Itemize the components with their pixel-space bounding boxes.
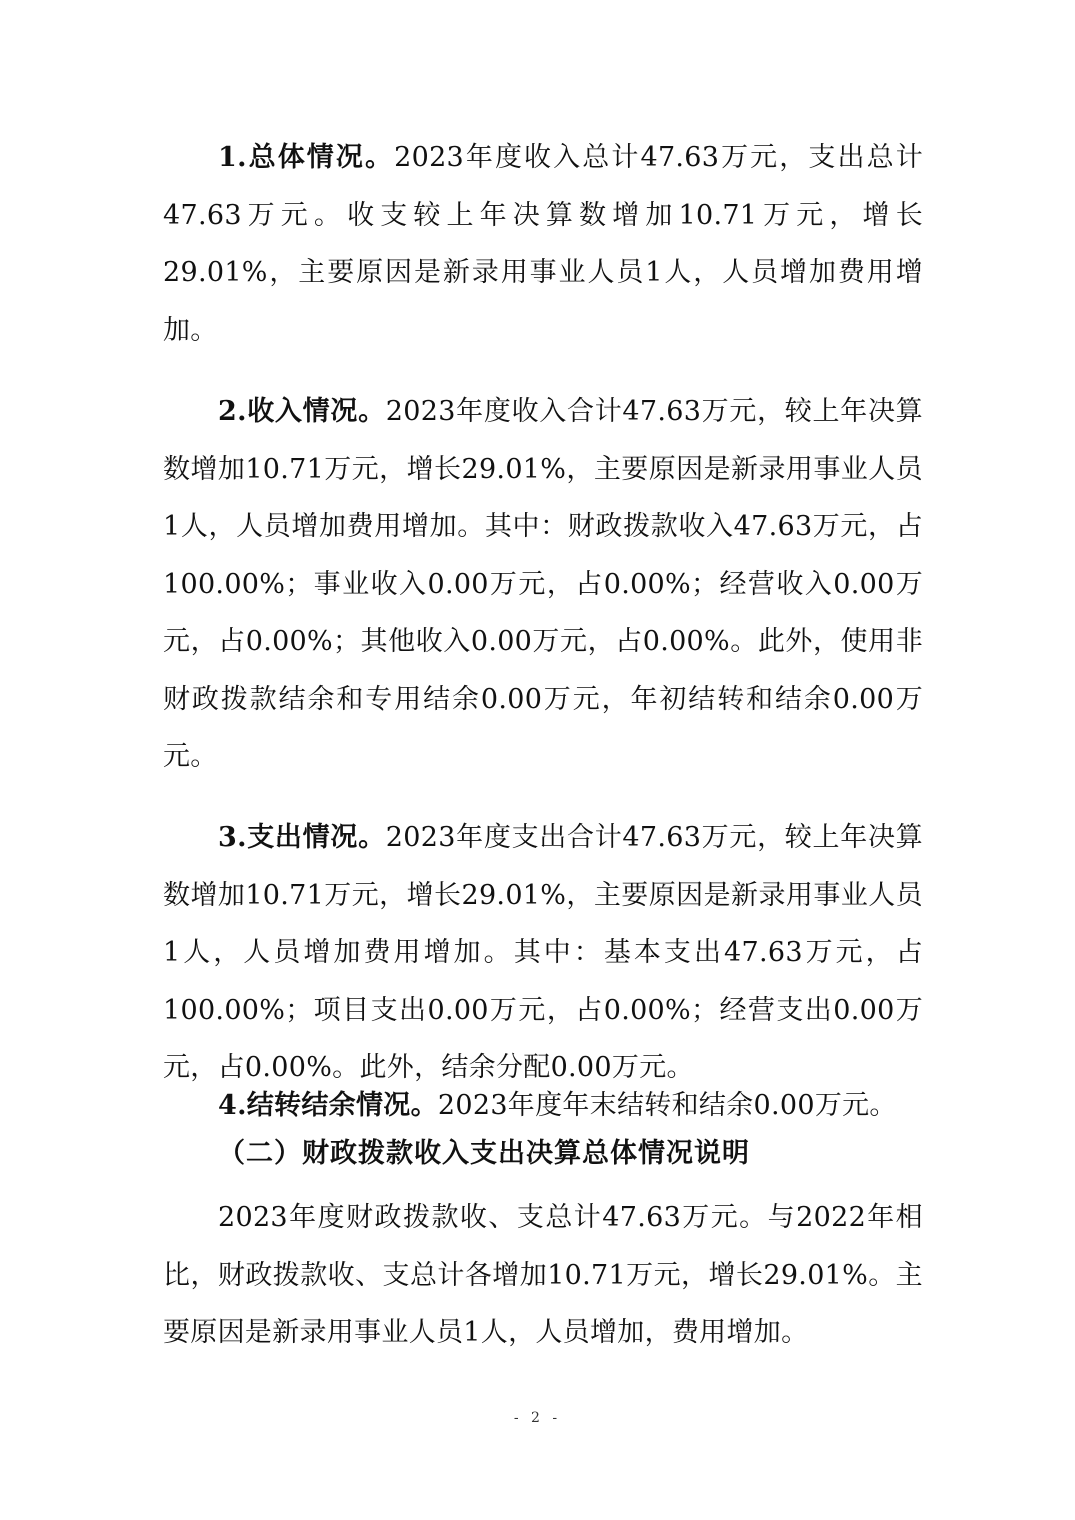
paragraph-heading: 2.收入情况。 — [218, 396, 386, 427]
paragraph-overall — [163, 129, 923, 359]
paragraph-income — [163, 383, 923, 786]
paragraph-text: 2023年度收入总计47.63万元，支出总计47.63万元。收支较上年决算数增加10.71万元，增长29.01%，主要原因是新录用事业人员1人，人员增加费用增加。 — [163, 142, 923, 346]
paragraph-fiscal-summary: 2023年度财政拨款收、支总计47.63万元。与2022年相比，财政拨款收、支总计各增加10.71万元，增长29.01%。主要原因是新录用事业人员1人，人员增加，费用增加。 — [163, 1202, 923, 1348]
paragraph-expenditure — [163, 809, 923, 1097]
paragraph-text: 2023年度收入合计47.63万元，较上年决算数增加10.71万元，增长29.01%，主要原因是新录用事业人员1人，人员增加费用增加。其中：财政拨款收入47.63万元，占100.00%；事业收入0.00万元，占0.00%；经营收入0.00万元，占0.00%；其他收入0.00万元，占0.00%。此外，使用非财政拨款结余和专用结余0.00万元，年初结转和结余0.00万元。 — [163, 396, 923, 772]
paragraph-heading: 1.总体情况。 — [218, 142, 395, 173]
paragraph-text: 2023年度年末结转和结余0.00万元。 — [437, 1090, 897, 1121]
paragraph-heading: 3.支出情况。 — [218, 822, 386, 853]
paragraph-text: 2023年度支出合计47.63万元，较上年决算数增加10.71万元，增长29.01%，主要原因是新录用事业人员1人，人员增加费用增加。其中：基本支出47.63万元，占100.00%；项目支出0.00万元，占0.00%；经营支出0.00万元，占0.00%。此外，结余分配0.00万元。 — [163, 822, 923, 1083]
page-number: - 2 - — [513, 1410, 562, 1426]
paragraph-heading: 4.结转结余情况。 — [218, 1090, 438, 1121]
section-heading: （二）财政拨款收入支出决算总体情况说明 — [218, 1138, 750, 1169]
